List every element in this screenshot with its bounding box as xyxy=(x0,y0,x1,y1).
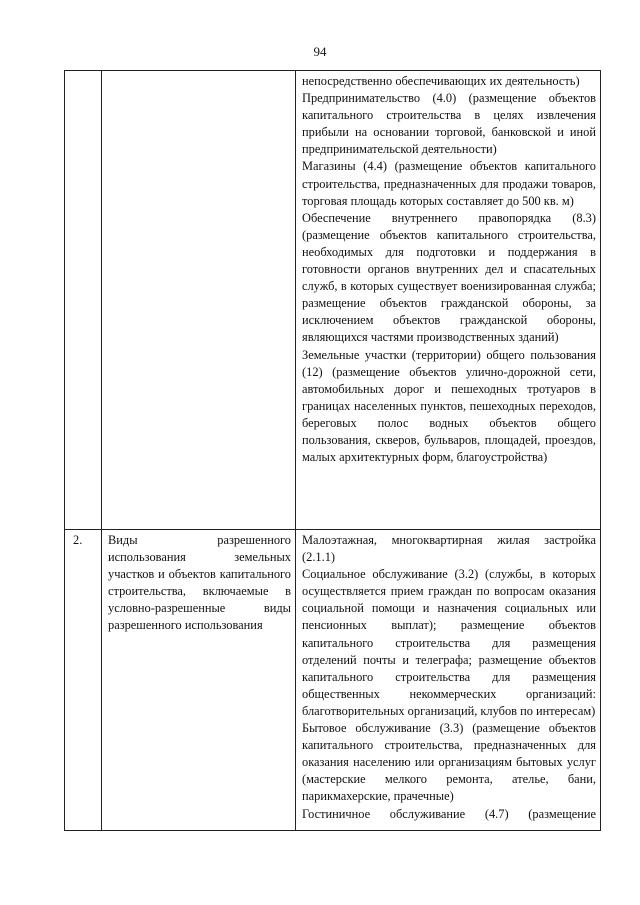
uses-cell xyxy=(296,530,601,831)
use-category-cell xyxy=(102,71,296,530)
use-item: Бытовое обслуживание (3.3) (размещение объектов капитального строительства, предназначенных для оказания населению или организациям бытовых услуг (мастерские мелкого ремонта, ателье, бани, парикмахерские, прачечные) xyxy=(302,721,596,804)
use-item: Обеспечение внутреннего правопорядка (8.3) (размещение объектов капитального строительства, необходимых для подготовки и поддержания в готовности органов внутренних дел и спасательных служб, в которых существует военизированная служба; размещение объектов гражданской обороны, за исключением объектов гражданской обороны, являющихся частями производственных зданий) xyxy=(302,210,596,345)
table-row xyxy=(65,530,601,831)
page-number: 94 xyxy=(313,44,327,59)
use-item: непосредственно обеспечивающих их деятельность) xyxy=(302,74,580,88)
use-item: Социальное обслуживание (3.2) (службы, в которых осуществляется прием граждан по вопросам оказания социальной помощи и назначения социальных или пенсионных выплат); размещение объектов капитального строительства для размещения отделений почты и телеграфа; размещение объектов капитального строительства для размещения общественных некоммерческих организаций: благотворительных организаций, клубов по интересам) xyxy=(302,567,596,718)
use-item: Малоэтажная, многоквартирная жилая застройка (2.1.1) xyxy=(302,533,596,565)
use-item: Предпринимательство (4.0) (размещение объектов капитального строительства в целях извлечения прибыли на основании торговой, банковской и иной предпринимательской деятельности) xyxy=(302,91,596,157)
use-category-cell: Виды разрешенного использования земельных участков и объектов капитального строительства, включаемые в условно-разрешенные виды разрешенного использования xyxy=(102,530,296,831)
use-item: Гостиничное обслуживание (4.7) (размещение xyxy=(302,806,596,821)
row-number-cell: 2. xyxy=(65,530,102,831)
regulation-table xyxy=(64,70,601,831)
use-item: Земельные участки (территории) общего пользования (12) (размещение объектов улично-дорожной сети, автомобильных дорог и пешеходных тротуаров в границах населенных пунктов, пешеходных переходов, береговых полос водных объектов общего пользования, скверов, бульваров, площадей, проездов, малых архитектурных форм, благоустройства) xyxy=(302,347,596,465)
uses-cell xyxy=(296,71,601,530)
table-row xyxy=(65,71,601,530)
use-item: Магазины (4.4) (размещение объектов капитального строительства, предназначенных для продажи товаров, торговая площадь которых составляет до 500 кв. м) xyxy=(302,159,596,208)
row-number-cell xyxy=(65,71,102,530)
